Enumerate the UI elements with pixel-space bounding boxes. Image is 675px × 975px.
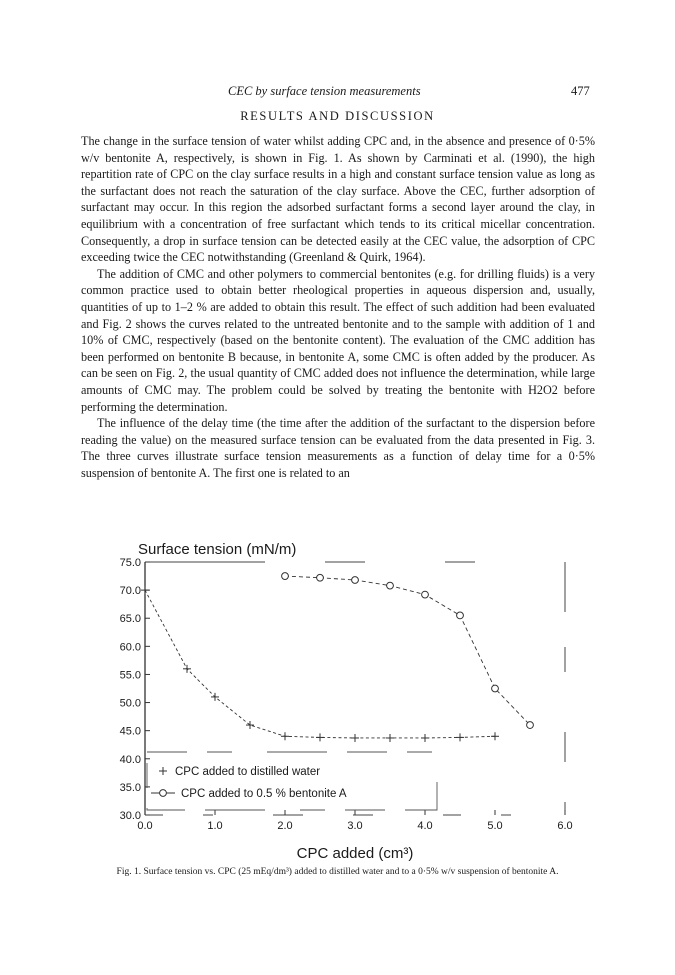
legend-label-bentonite: CPC added to 0.5 % bentonite A	[181, 788, 347, 800]
data-point-circle	[422, 591, 429, 598]
legend	[147, 752, 437, 810]
series-line-2	[285, 576, 530, 725]
data-point-circle	[457, 612, 464, 619]
y-tick-label: 45.0	[119, 725, 141, 738]
legend-marker-circle	[160, 790, 167, 797]
series-line-1	[145, 590, 495, 738]
data-point-cross	[281, 732, 289, 740]
x-tick-label: 2.0	[277, 820, 293, 832]
x-axis-label: CPC added (cm³)	[296, 845, 414, 862]
data-point-circle	[282, 573, 289, 580]
y-tick-label: 60.0	[119, 641, 141, 654]
series-markers	[141, 573, 533, 742]
paragraph: The influence of the delay time (the time after the addition of the surfactant to the dispersion before reading the value) on the measured surface tension can be evaluated from the data presented in Fig. 3. The three curves illustrate surface tension measurements as a function of delay time for a 0·5% suspension of bentonite A. The first one is related to an	[81, 416, 595, 480]
x-tick-label: 5.0	[487, 820, 503, 832]
data-point-cross	[351, 734, 359, 742]
y-tick-label: 50.0	[119, 697, 141, 710]
data-point-circle	[527, 722, 534, 729]
x-tick-label: 6.0	[557, 820, 573, 832]
legend-label-distilled-water: CPC added to distilled water	[175, 766, 321, 778]
y-tick-label: 75.0	[119, 557, 141, 569]
x-tick-label: 4.0	[417, 820, 433, 832]
data-point-circle	[317, 574, 324, 581]
y-tick-label: 30.0	[119, 810, 141, 822]
x-tick-label: 0.0	[137, 820, 153, 832]
x-tick-label: 3.0	[347, 820, 363, 832]
body-text	[81, 133, 595, 481]
paragraph: The change in the surface tension of water whilst adding CPC and, in the absence and presence of 0·5% w/v bentonite A, respectively, is shown in Fig. 1. As shown by Carminati et al. (1990), the high repartition rate of CPC on the clay surface results in a high and constant surface tension value as long as the surfactant does not reach the saturation of the clay surface. Above the CEC, further adsorption of surfactant may occur. In this region the adsorbed surfactant forms a second layer around the clay, in equilibrium with a concentration of free surfactant which tends to its critical micellar concentration. Consequently, a drop in surface tension can be detected easily at the CEC value, the adsorption of CPC exceeding twice the CEC notwithstanding (Greenland & Quirk, 1964).	[81, 134, 595, 265]
figure-caption: Fig. 1. Surface tension vs. CPC (25 mEq/dm³) added to distilled water and to a 0·5% w/v suspension of bentonite A.	[116, 867, 559, 877]
data-point-cross	[316, 733, 324, 741]
section-heading: RESULTS AND DISCUSSION	[240, 109, 435, 123]
page-number: 477	[571, 84, 590, 98]
data-point-cross	[456, 733, 464, 741]
data-point-cross	[183, 665, 191, 673]
data-point-cross	[491, 732, 499, 740]
legend-marker-cross	[159, 767, 167, 775]
chart-title: Surface tension (mN/m)	[138, 541, 297, 558]
y-tick-label: 55.0	[119, 669, 141, 682]
legend-box	[147, 752, 437, 810]
data-point-circle	[387, 582, 394, 589]
x-axis-ticks	[137, 810, 572, 832]
surface-tension-chart	[95, 530, 595, 870]
y-tick-label: 65.0	[119, 613, 141, 626]
running-title: CEC by surface tension measurements	[228, 84, 421, 98]
x-tick-label: 1.0	[207, 820, 223, 832]
series-lines	[145, 576, 530, 738]
data-point-cross	[421, 734, 429, 742]
y-tick-label: 70.0	[119, 585, 141, 598]
y-tick-label: 40.0	[119, 753, 141, 766]
data-point-cross	[246, 721, 254, 729]
y-tick-label: 35.0	[119, 781, 141, 794]
paragraph: The addition of CMC and other polymers to commercial bentonites (e.g. for drilling fluids) is a very common practice used to obtain better rheological properties in aqueous dispersion and, usually, quantities of up to 1–2 % are added to obtain this result. The effect of such addition had been evaluated and Fig. 2 shows the curves related to the untreated bentonite and to the sample with addition of 1 and 10% of CMC, respectively (based on the bentonite content). The evaluation of the CMC addition has been performed on bentonite B because, in bentonite A, some CMC is often added by the producer. As can be seen on Fig. 2, the usual quantity of CMC added does not influence the determination, while large amounts of CMC may. The problem could be solved by treating the bentonite with H2O2 before performing the determination.	[81, 266, 595, 414]
data-point-cross	[141, 586, 149, 594]
data-point-circle	[352, 577, 359, 584]
data-point-cross	[386, 734, 394, 742]
data-point-circle	[492, 685, 499, 692]
